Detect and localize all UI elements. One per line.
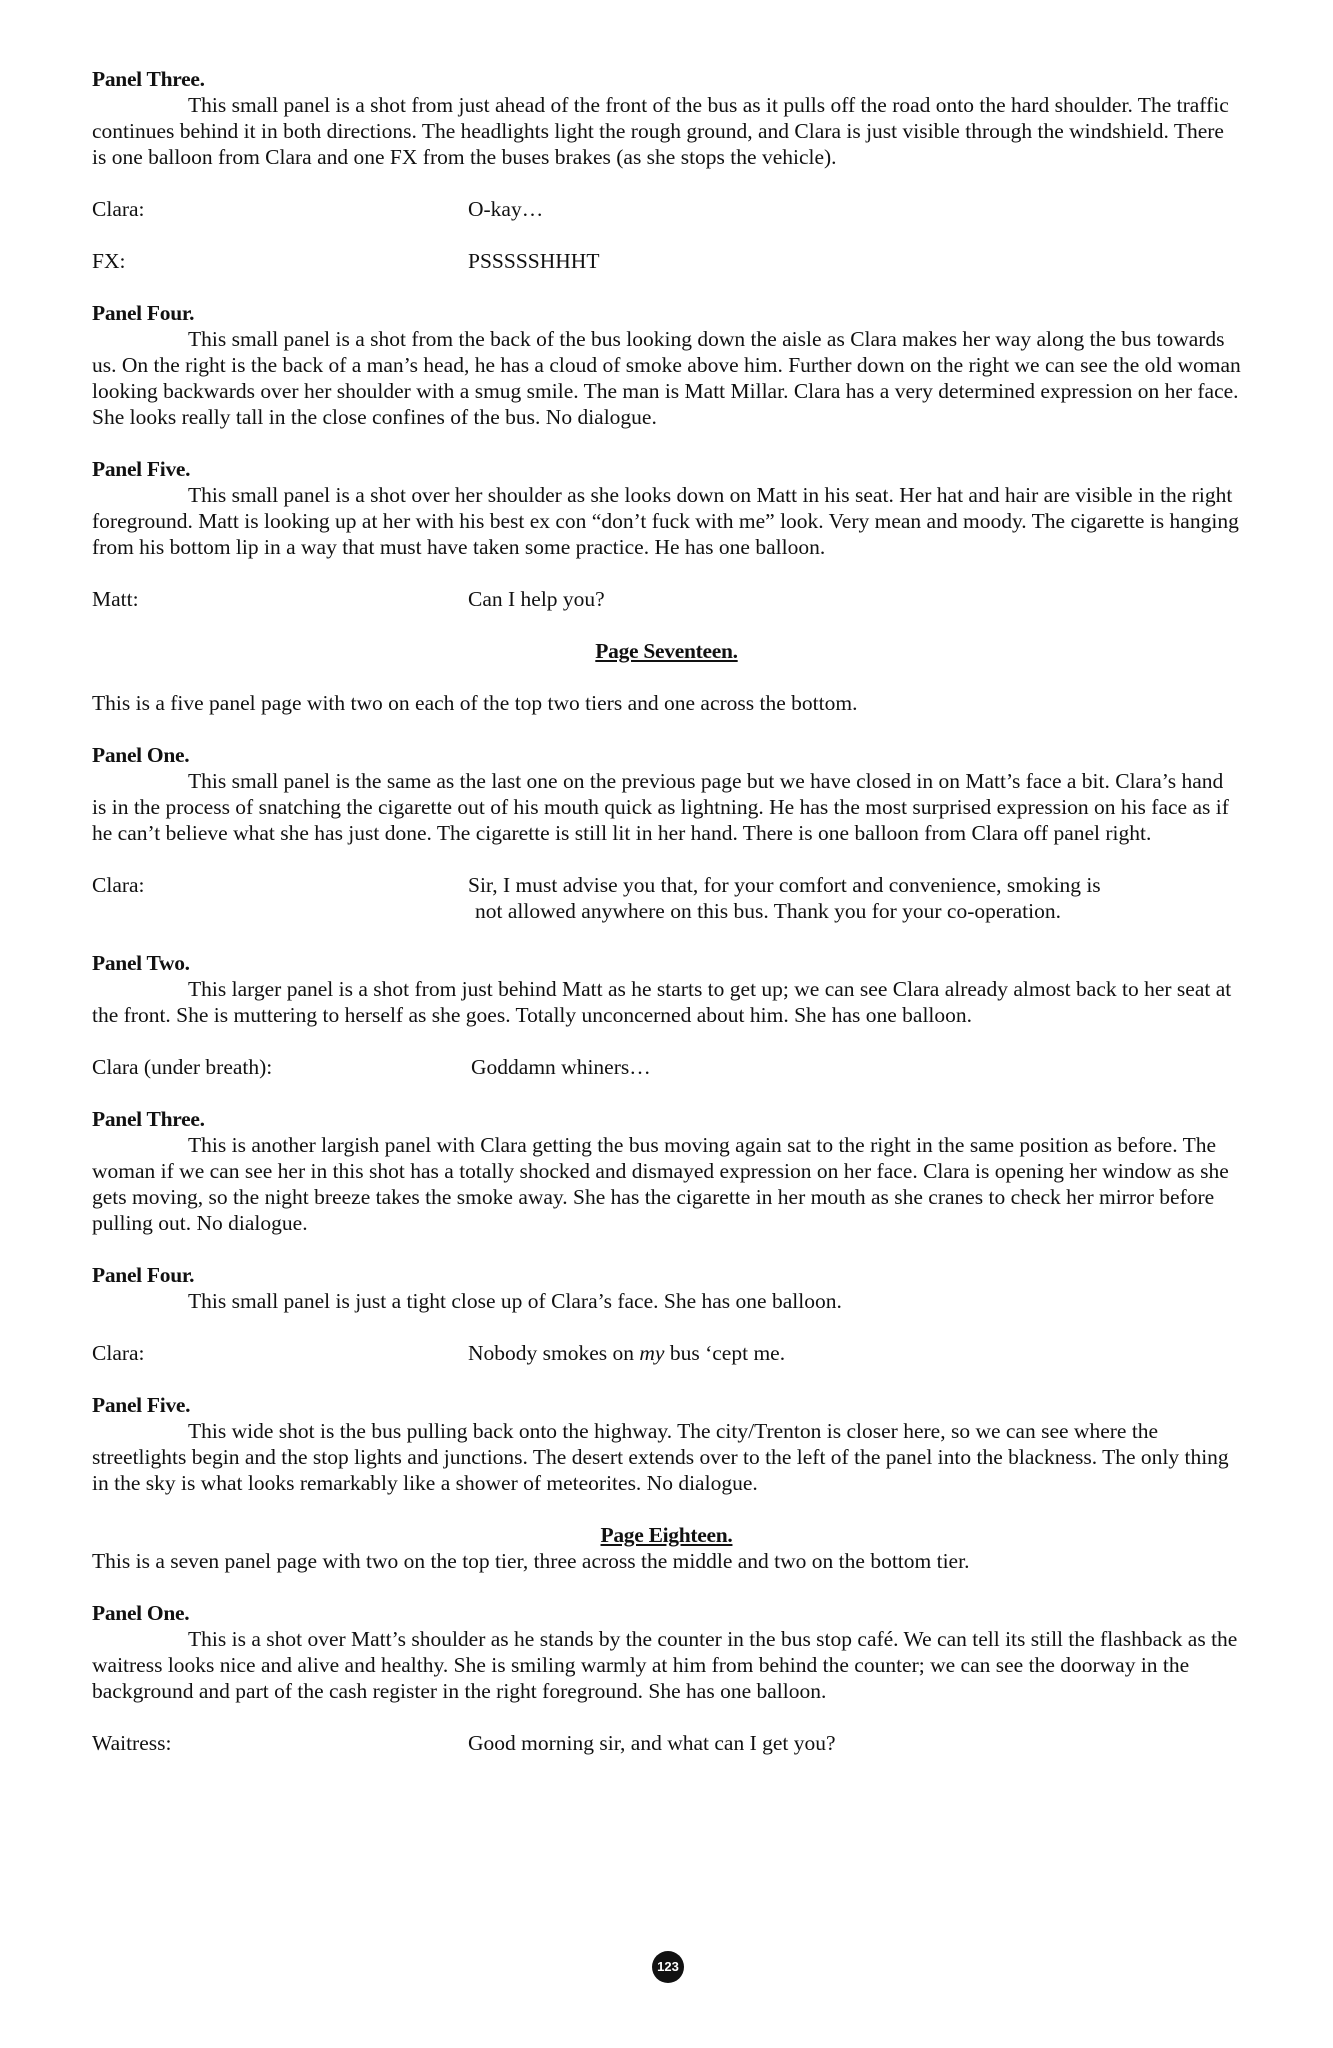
- page-intro: This is a seven panel page with two on the top tier, three across the middle and two on the bottom tier.: [92, 1549, 970, 1573]
- dialogue-line: [92, 248, 1241, 274]
- speaker-label: Clara:: [92, 1341, 145, 1365]
- speaker-label: Clara:: [92, 873, 145, 897]
- panel-heading: Panel One.: [92, 743, 190, 767]
- speaker-label: Waitress:: [92, 1731, 172, 1755]
- dialogue-line: [92, 1054, 1241, 1080]
- panel-description: This is a shot over Matt’s shoulder as he stands by the counter in the bus stop café. We can tell its still the flashback as the waitress looks nice and alive and healthy. She is smiling warmly at him from behind the counter; we can see the doorway in the background and part of the cash register in the right foreground. She has one balloon.: [92, 1627, 1238, 1703]
- speaker-label: Clara:: [92, 197, 145, 221]
- dialogue-text-line: Sir, I must advise you that, for your comfort and convenience, smoking is: [468, 873, 1101, 897]
- dialogue-text: [468, 872, 1241, 924]
- page-title: Page Seventeen.: [595, 639, 738, 663]
- dialogue-line: [92, 1730, 1241, 1756]
- speaker-label: Matt:: [92, 587, 139, 611]
- panel-description: This wide shot is the bus pulling back onto the highway. The city/Trenton is closer here, so we can see where the streetlights begin and the stop lights and junctions. The desert extends over to the left of the panel into the blackness. The only thing in the sky is what looks remarkably like a shower of meteorites. No dialogue.: [92, 1419, 1229, 1495]
- dialogue-line: [92, 586, 1241, 612]
- panel-description: This small panel is a shot over her shoulder as she looks down on Matt in his seat. Her hat and hair are visible in the right foreground. Matt is looking up at her with his best ex con “don’t fuck with me” look. Very mean and moody. The cigarette is hanging from his bottom lip in a way that must have taken some practice. He has one balloon.: [92, 483, 1239, 559]
- dialogue-emphasis: my: [639, 1341, 665, 1365]
- dialogue-text: [468, 1340, 1241, 1366]
- panel-description: This small panel is just a tight close up of Clara’s face. She has one balloon.: [188, 1289, 842, 1313]
- dialogue-line: [92, 196, 1241, 222]
- panel-heading: Panel Four.: [92, 301, 195, 325]
- panel-heading: Panel Three.: [92, 67, 205, 91]
- panel-description: This is another largish panel with Clara getting the bus moving again sat to the right in the same position as before. The woman if we can see her in this shot has a totally shocked and dismayed expression on her face. Clara is opening her window as she gets moving, so the night breeze takes the smoke away. She has the cigarette in her mouth as she cranes to check her mirror before pulling out. No dialogue.: [92, 1133, 1229, 1235]
- panel-description: This small panel is a shot from the back of the bus looking down the aisle as Clara makes her way along the bus towards us. On the right is the back of a man’s head, he has a cloud of smoke above him. Further down on the right we can see the old woman looking backwards over her shoulder with a smug smile. The man is Matt Millar. Clara has a very determined expression on her face. She looks really tall in the close confines of the bus. No dialogue.: [92, 327, 1241, 429]
- dialogue-text: Can I help you?: [468, 587, 605, 611]
- panel-heading: Panel Five.: [92, 457, 191, 481]
- panel-heading: Panel Five.: [92, 1393, 191, 1417]
- dialogue-text-part: Nobody smokes on: [468, 1341, 640, 1365]
- page-title: Page Eighteen.: [600, 1523, 733, 1547]
- panel-description: This small panel is a shot from just ahead of the front of the bus as it pulls off the road onto the hard shoulder. The traffic continues behind it in both directions. The headlights light the rough ground, and Clara is just visible through the windshield. There is one balloon from Clara and one FX from the buses brakes (as she stops the vehicle).: [92, 93, 1229, 169]
- page-number-badge: 123: [652, 1951, 684, 1983]
- speaker-label: Clara (under breath):: [92, 1055, 273, 1079]
- panel-heading: Panel Three.: [92, 1107, 205, 1131]
- panel-heading: Panel One.: [92, 1601, 190, 1625]
- dialogue-text: O-kay…: [468, 197, 544, 221]
- panel-heading: Panel Four.: [92, 1263, 195, 1287]
- page-intro: This is a five panel page with two on each of the top two tiers and one across the bottom.: [92, 691, 858, 715]
- speaker-label: FX:: [92, 249, 126, 273]
- panel-heading: Panel Two.: [92, 951, 190, 975]
- panel-description: This larger panel is a shot from just behind Matt as he starts to get up; we can see Clara already almost back to her seat at the front. She is muttering to herself as she goes. Totally unconcerned about him. She has one balloon.: [92, 977, 1232, 1027]
- dialogue-line: [92, 872, 1241, 924]
- dialogue-text: Good morning sir, and what can I get you?: [468, 1731, 836, 1755]
- panel-description: This small panel is the same as the last one on the previous page but we have closed in on Matt’s face a bit. Clara’s hand is in the process of snatching the cigarette out of his mouth quick as lightning. He has the most surprised expression on his face as if he can’t believe what she has just done. The cigarette is still lit in her hand. There is one balloon from Clara off panel right.: [92, 769, 1229, 845]
- dialogue-line: [92, 1340, 1241, 1366]
- dialogue-text: PSSSSSHHHT: [468, 249, 600, 273]
- dialogue-text: Goddamn whiners…: [471, 1055, 651, 1079]
- dialogue-text-part: bus ‘cept me.: [664, 1341, 786, 1365]
- dialogue-text-line: not allowed anywhere on this bus. Thank you for your co-operation.: [475, 899, 1061, 923]
